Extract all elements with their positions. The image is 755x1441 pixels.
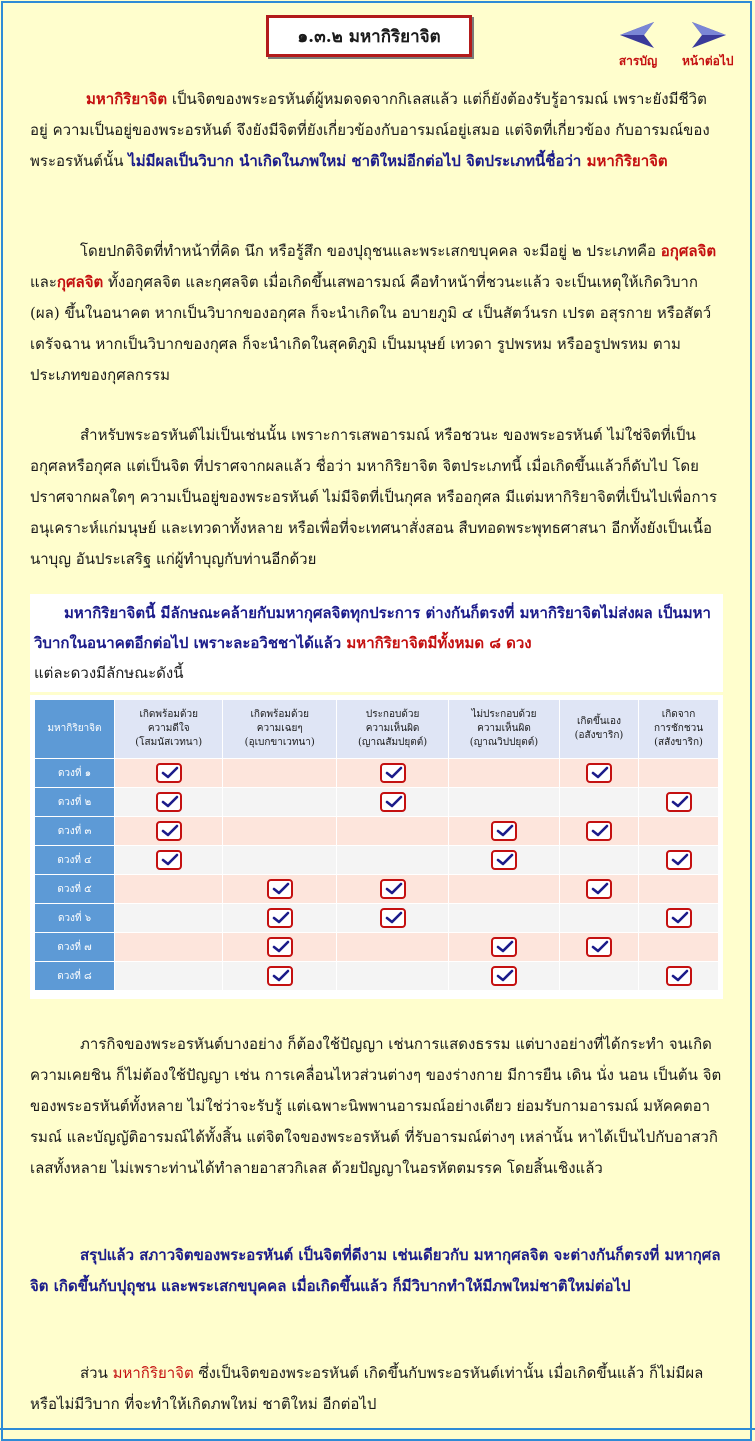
contents-link[interactable] xyxy=(618,20,658,71)
term-mahakiriya-3: มหากิริยาจิต xyxy=(112,1364,194,1382)
table-cell xyxy=(337,788,448,816)
p2-text-2: ทั้งอกุศลจิต และกุศลจิต เมื่อเกิดขึ้นเสพอารมณ์ คือทำหน้าที่ชวนะแล้ว จะเป็นเหตุให้เกิดวิบาก (ผล) ขึ้นในอนาคต หากเป็นวิบากของอกุศล ก็จะนำเกิดใน อบายภูมิ ๔ เป็นสัตว์นรก เปรต อสุรกาย หรือสัตว์เดรัจฉาน หากเป็นวิบากของกุศล ก็จะนำเกิดในสุคติภูมิ เป็นมนุษย์ เทวดา รูปพรหม หรืออรูปพรหม ตามประเภทของกุศลกรรม xyxy=(30,273,712,384)
p1-emphasis: ไม่มีผลเป็นวิบาก นำเกิดในภพใหม่ ชาติใหม่อีกต่อไป จิตประเภทนี้ชื่อว่า xyxy=(128,152,587,170)
row-label: ดวงที่ ๘ xyxy=(35,962,114,990)
table-row xyxy=(35,933,718,961)
table-cell xyxy=(560,962,638,990)
term-kusala: กุศลจิต xyxy=(56,273,104,291)
page-title xyxy=(266,15,472,57)
row-label: ดวงที่ ๔ xyxy=(35,846,114,874)
table-cell xyxy=(337,846,448,874)
checkmark-icon xyxy=(586,879,612,899)
checkmark-icon xyxy=(156,850,182,870)
highlight-tail: แต่ละดวงมีลักษณะดังนี้ xyxy=(34,664,184,682)
checkmark-icon xyxy=(586,937,612,957)
checkmark-icon xyxy=(380,879,406,899)
table-cell xyxy=(449,846,559,874)
table-cell xyxy=(115,962,222,990)
table-cell xyxy=(115,875,222,903)
paragraph-5 xyxy=(30,1240,722,1302)
next-page-link[interactable] xyxy=(682,20,734,71)
checkmark-icon xyxy=(491,937,517,957)
table-cell xyxy=(223,817,336,845)
header-line: ประกอบด้วย xyxy=(365,709,420,720)
p3-text: สำหรับพระอรหันต์ไม่เป็นเช่นนั้น เพราะการเสพอารมณ์ หรือชวนะ ของพระอรหันต์ ไม่ใช่จิตที่เป็นอกุศลหรือกุศล แต่เป็นจิต ที่ปราศจากผลแล้ว ชื่อว่า มหากิริยาจิต จิตประเภทนี้ เมื่อเกิดขึ้นแล้วก็ดับไป โดยปราศจากผลใดๆ ความเป็นอยู่ของพระอรหันต์ ไม่มีจิตที่เป็นกุศล หรืออกุศล มีแต่มหากิริยาจิตที่เป็นไปเพื่อการอนุเคราะห์แก่มนุษย์ และเทวดาทั้งหลาย หรือเพื่อที่จะเทศนาสั่งสอน สืบทอดพระพุทธศาสนา อีกทั้งยังเป็นเนื้อนาบุญ อันประเสริฐ แก่ผู้ทำบุญกับท่านอีกด้วย xyxy=(30,426,718,568)
header-line: เกิดจาก xyxy=(661,709,696,720)
table-cell xyxy=(560,759,638,787)
table-cell xyxy=(560,875,638,903)
table-cell xyxy=(115,904,222,932)
header-line: (โสมนัสเวทนา) xyxy=(135,737,203,748)
table-cell xyxy=(449,875,559,903)
table-row xyxy=(35,846,718,874)
p6-text-1: ส่วน xyxy=(80,1364,113,1382)
checkmark-icon xyxy=(666,792,692,812)
table-cell xyxy=(223,904,336,932)
paragraph-4 xyxy=(30,1029,722,1184)
table-cell xyxy=(223,759,336,787)
table-cell xyxy=(560,788,638,816)
table-header-col-1 xyxy=(115,700,222,758)
row-label: ดวงที่ ๖ xyxy=(35,904,114,932)
paragraph-6 xyxy=(30,1358,722,1420)
header-line: ความดีใจ xyxy=(147,723,190,734)
checkmark-icon xyxy=(267,937,293,957)
header-line: เกิดพร้อมด้วย xyxy=(250,709,309,720)
table-header-col-6 xyxy=(639,700,718,758)
checkmark-icon xyxy=(380,908,406,928)
p1-text: เป็นจิตของพระอรหันต์ผู้หมดจดจากกิเลสแล้ว แต่ก็ยังต้องรับรู้อารมณ์ เพราะยังมีชีวิตอยู่ ความเป็นอยู่ของพระอรหันต์ จึงยังมีจิตที่ยังเกี่ยวข้องกับอารมณ์อยู่เสมอ แต่จิตที่เกี่ยวข้อง กับอารมณ์ของ พระอรหันต์นั้น xyxy=(30,90,710,170)
table-cell xyxy=(639,875,718,903)
checkmark-icon xyxy=(666,850,692,870)
checkmark-icon xyxy=(586,763,612,783)
table-corner: มหากิริยาจิต xyxy=(35,700,114,758)
table-cell xyxy=(449,962,559,990)
table-row xyxy=(35,817,718,845)
page-title-text: ๑.๓.๒ มหากิริยาจิต xyxy=(297,26,441,47)
table-cell xyxy=(337,759,448,787)
table-header-col-4 xyxy=(449,700,559,758)
header-line: เกิดพร้อมด้วย xyxy=(139,709,198,720)
table-cell xyxy=(337,904,448,932)
checkmark-icon xyxy=(491,821,517,841)
table-cell xyxy=(449,904,559,932)
header-line: (อสังขาริก) xyxy=(574,730,624,741)
highlight-box xyxy=(30,594,723,692)
term-mahakiriya-2: มหากิริยาจิต xyxy=(586,152,668,170)
table-cell xyxy=(223,875,336,903)
table-cell xyxy=(223,788,336,816)
checkmark-icon xyxy=(666,908,692,928)
classification-table xyxy=(30,695,723,999)
term-mahakiriya: มหากิริยาจิต xyxy=(86,90,168,108)
header-line: (ญาณสัมปยุตต์) xyxy=(358,737,428,748)
table-cell xyxy=(639,846,718,874)
table-cell xyxy=(337,933,448,961)
p2-text-1: โดยปกติจิตที่ทำหน้าที่คิด นึก หรือรู้สึก ของปุถุชนและพระเสกขบุคคล จะมีอยู่ ๒ ประเภทคือ xyxy=(80,242,661,260)
table-cell xyxy=(560,817,638,845)
table-cell xyxy=(115,846,222,874)
paragraph-2 xyxy=(30,236,722,391)
checkmark-icon xyxy=(380,792,406,812)
term-akusala: อกุศลจิต xyxy=(660,242,717,260)
header-line: ความเห็นผิด xyxy=(365,723,420,734)
table-row xyxy=(35,875,718,903)
checkmark-icon xyxy=(156,792,182,812)
table-cell xyxy=(639,962,718,990)
checkmark-icon xyxy=(267,966,293,986)
header-line: (ญาณวิปปยุตต์) xyxy=(469,737,539,748)
header-line: การชักชวน xyxy=(653,723,704,734)
arrow-left-icon xyxy=(618,20,658,50)
header-line: ความเห็นผิด xyxy=(477,723,531,734)
checkmark-icon xyxy=(267,908,293,928)
table-header-col-2 xyxy=(223,700,336,758)
table-row xyxy=(35,788,718,816)
table-cell xyxy=(337,875,448,903)
table-row xyxy=(35,904,718,932)
paragraph-3 xyxy=(30,420,722,575)
header-line: ความเฉยๆ xyxy=(256,723,303,734)
header-line: เกิดขึ้นเอง xyxy=(577,716,621,727)
table-cell xyxy=(223,933,336,961)
checkmark-icon xyxy=(156,763,182,783)
table-cell xyxy=(223,962,336,990)
table-cell xyxy=(639,759,718,787)
checkmark-icon xyxy=(267,879,293,899)
highlight-emphasis: มหากิริยาจิตนี้ มีลักษณะคล้ายกับมหากุศลจิตทุกประการ ต่างกันก็ตรงที่ มหากิริยาจิตไม่ส่งผล เป็นมหาวิบากในอนาคตอีกต่อไป เพราะละอวิชชาได้แล้ว xyxy=(34,604,711,652)
table-cell xyxy=(115,788,222,816)
p5-emphasis: สรุปแล้ว สภาวจิตของพระอรหันต์ เป็นจิตที่ดีงาม เช่นเดียวกับ มหากุศลจิต จะต่างกันก็ตรงที่ มหากุศลจิต เกิดขึ้นกับปุถุชน และพระเสกขบุคคล เมื่อเกิดขึ้นแล้ว ก็มีวิบากทำให้มีภพใหม่ชาติใหม่ต่อไป xyxy=(30,1246,721,1295)
table-cell xyxy=(449,933,559,961)
paragraph-1 xyxy=(30,84,722,177)
table-header-row xyxy=(35,700,718,758)
table-cell xyxy=(449,817,559,845)
header-line: (สสังขาริก) xyxy=(654,737,703,748)
table-header-col-5 xyxy=(560,700,638,758)
table-cell xyxy=(115,933,222,961)
table-cell xyxy=(223,846,336,874)
table-cell xyxy=(560,904,638,932)
checkmark-icon xyxy=(586,821,612,841)
table-cell xyxy=(449,788,559,816)
checkmark-icon xyxy=(666,966,692,986)
p2-and: และ xyxy=(30,273,57,291)
highlight-count: มหากิริยาจิตมีทั้งหมด ๘ ดวง xyxy=(346,634,532,652)
table-row xyxy=(35,759,718,787)
checkmark-icon xyxy=(491,966,517,986)
row-label: ดวงที่ ๓ xyxy=(35,817,114,845)
row-label: ดวงที่ ๗ xyxy=(35,933,114,961)
p6-text-2: ซึ่งเป็นจิตของพระอรหันต์ เกิดขึ้นกับพระอรหันต์เท่านั้น เมื่อเกิดขึ้นแล้ว ก็ไม่มีผล หรือไม่มีวิบาก ที่จะทำให้เกิดภพใหม่ ชาติใหม่ อีกต่อไป xyxy=(30,1364,704,1413)
arrow-right-icon xyxy=(688,20,728,50)
checkmark-icon xyxy=(156,821,182,841)
row-label: ดวงที่ ๕ xyxy=(35,875,114,903)
table-cell xyxy=(115,759,222,787)
table-cell xyxy=(560,846,638,874)
header-line: ไม่ประกอบด้วย xyxy=(471,709,537,720)
table-cell xyxy=(639,788,718,816)
table-cell xyxy=(449,759,559,787)
checkmark-icon xyxy=(491,850,517,870)
table-cell xyxy=(639,904,718,932)
row-label: ดวงที่ ๒ xyxy=(35,788,114,816)
contents-label: สารบัญ xyxy=(618,54,658,68)
header-line: (อุเบกขาเวทนา) xyxy=(244,737,315,748)
table-row xyxy=(35,962,718,990)
row-label: ดวงที่ ๑ xyxy=(35,759,114,787)
p4-text: ภารกิจของพระอรหันต์บางอย่าง ก็ต้องใช้ปัญญา เช่นการแสดงธรรม แต่บางอย่างที่ได้กระทำ จนเกิดความเคยชิน ก็ไม่ต้องใช้ปัญญา เช่น การเคลื่อนไหวส่วนต่างๆ ของร่างกาย มีการยืน เดิน นั่ง นอน เป็นต้น จิตของพระอรหันต์ทั้งหลาย ไม่ใช่ว่าจะรับรู้ แต่เฉพาะนิพพานอารมณ์อย่างเดียว ย่อมรับกามอารมณ์ มหัคคตอารมณ์ และบัญญัติอารมณ์ได้ทั้งสิ้น แต่จิตใจของพระอรหันต์ ที่รับอารมณ์ต่างๆ เหล่านั้น หาได้เป็นไปกับอาสวกิเลสทั้งหลาย ไม่เพราะท่านได้ทำลายอาสวกิเลส ด้วยปัญญาในอรหัตตมรรค โดยสิ้นเชิงแล้ว xyxy=(30,1035,722,1177)
table-cell xyxy=(115,817,222,845)
table-cell xyxy=(337,817,448,845)
table-body xyxy=(35,759,718,990)
next-page-label: หน้าต่อไป xyxy=(682,54,734,68)
checkmark-icon xyxy=(380,763,406,783)
table xyxy=(34,699,719,991)
table-header-col-3 xyxy=(337,700,448,758)
table-cell xyxy=(639,933,718,961)
table-cell xyxy=(337,962,448,990)
table-cell xyxy=(560,933,638,961)
table-cell xyxy=(639,817,718,845)
